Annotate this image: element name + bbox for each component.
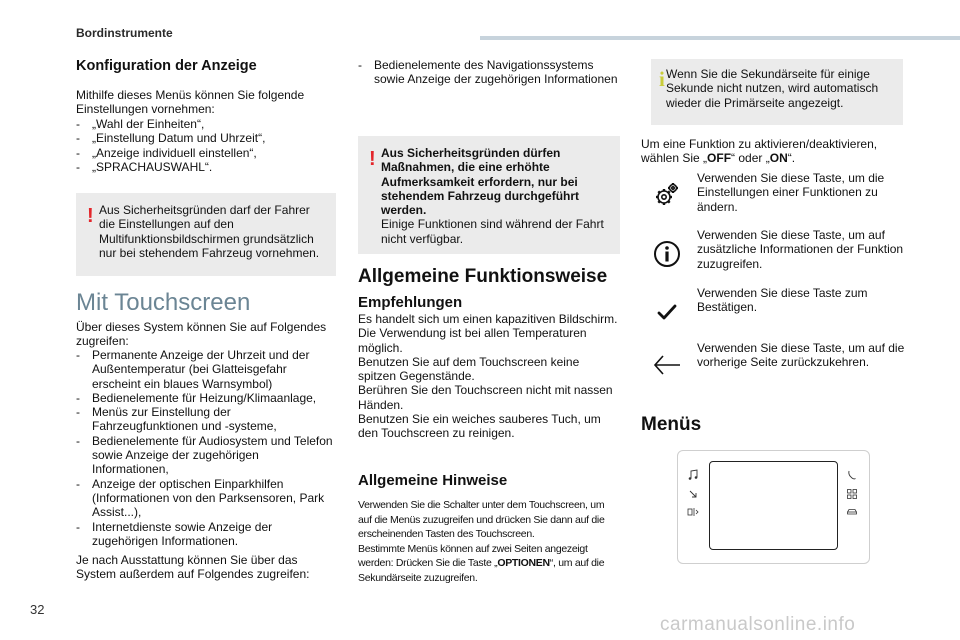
page-number: 32 [30, 602, 45, 617]
climate-icon [687, 506, 699, 518]
config-intro: Mithilfe dieses Menüs können Sie folgende Einstellungen vornehmen: [76, 88, 305, 117]
rec-line: Es handelt sich um einen kapazitiven Bildschirm. [358, 312, 618, 326]
list-item: - „Wahl der Einheiten“, [76, 117, 338, 131]
config-heading: Konfiguration der Anzeige [76, 58, 257, 74]
hints-line: Verwenden Sie die Schalter unter dem Touchscreen, um auf die Menüs zuzugreifen und drücken Sie dann auf die erscheinenden Tasten des Touchscreen. [358, 499, 605, 541]
touch-feature-list [76, 348, 338, 548]
back-arrow-icon [641, 347, 693, 383]
warning-exclamation-icon: ! [369, 148, 376, 170]
menus-heading: Menüs [641, 414, 702, 435]
car-icon [846, 506, 858, 518]
list-item: - Anzeige der optischen Einparkhilfen (Informationen von den Parksensoren, Park Assist...), [76, 477, 338, 520]
list-item: - „SPRACHAUSWAHL“. [76, 160, 338, 174]
recommendations-text [358, 312, 620, 441]
rec-line: Die Verwendung ist bei allen Temperaturen möglich. [358, 326, 587, 355]
info-icon-text: Verwenden Sie diese Taste, um auf zusätzliche Informationen der Funktion zuzugreifen. [697, 228, 904, 271]
settings-gear-icon [641, 177, 693, 213]
general-hints-text [358, 498, 618, 586]
warning-bold-text: Aus Sicherheitsgründen dürfen Maßnahmen, die eine erhöhte Aufmerksamkeit erfordern, nur bei stehendem Fahrzeug durchgeführt werden. [381, 146, 580, 218]
list-item: - Menüs zur Einstellung der Fahrzeugfunktionen und -systeme, [76, 405, 338, 434]
navigation-arrow-icon [687, 488, 699, 500]
info-box [651, 59, 903, 125]
general-hints-heading: Allgemeine Hinweise [358, 472, 508, 489]
safety-warning-box [76, 193, 336, 276]
touchscreen-illustration [677, 450, 870, 564]
safety-warning-box-2 [358, 136, 620, 254]
off-label: OFF [707, 151, 732, 166]
general-heading: Allgemeine Funktionsweise [358, 266, 608, 287]
list-item: - Bedienelemente für Audiosystem und Telefon sowie Anzeige der zugehörigen Informationen, [76, 434, 338, 477]
info-icon [641, 236, 693, 272]
list-item: - „Einstellung Datum und Uhrzeit“, [76, 131, 338, 145]
navigation-list [358, 58, 620, 87]
back-icon-text: Verwenden Sie diese Taste, um auf die vorherige Seite zurückzukehren. [697, 341, 905, 370]
rec-line: Benutzen Sie auf dem Touchscreen keine spitzen Gegenstände. [358, 354, 580, 384]
section-header-title: Bordinstrumente [76, 26, 173, 40]
rec-line: Berühren Sie den Touchscreen nicht mit nassen Händen. [358, 383, 613, 412]
list-item: - Bedienelemente des Navigationssystems sowie Anzeige der zugehörigen Informationen [358, 58, 620, 87]
activate-text: Um eine Funktion zu aktivieren/deaktivieren, wählen Sie „OFF“ oder „ON“. [641, 137, 878, 166]
info-text: Wenn Sie die Sekundärseite für einige Sekunde nicht nutzen, wird automatisch wieder die Primärseite angezeigt. [666, 67, 879, 110]
warning-exclamation-icon: ! [87, 205, 94, 227]
on-label: ON [769, 151, 788, 166]
apps-grid-icon [846, 488, 858, 500]
header-rule [480, 36, 960, 40]
warning-normal-text: Einige Funktionen sind während der Fahrt nicht verfügbar. [381, 217, 604, 246]
list-item: - Internetdienste sowie Anzeige der zugehörigen Informationen. [76, 520, 338, 549]
safety-warning-text: Aus Sicherheitsgründen darf der Fahrer die Einstellungen auf den Multifunktionsbildschirmen grundsätzlich nur bei stehendem Fahrzeug vornehmen. [99, 203, 320, 260]
watermark: carmanualsonline.info [660, 614, 856, 635]
check-icon [641, 294, 693, 330]
touch-outro: Je nach Ausstattung können Sie über das System außerdem auf Folgendes zugreifen: [76, 553, 310, 582]
rec-line: Benutzen Sie ein weiches sauberes Tuch, um den Touchscreen zu reinigen. [358, 412, 601, 441]
settings-icon-text: Verwenden Sie diese Taste, um die Einstellungen einer Funktionen zu ändern. [697, 171, 885, 214]
options-label: OPTIONEN [497, 557, 550, 570]
list-item: - „Anzeige individuell einstellen“, [76, 146, 338, 160]
hints-line: Bestimmte Menüs können auf zwei Seiten angezeigt werden: Drücken Sie die Taste „OPTIONEN“, um auf die Sekundärseite zuzugreifen. [358, 542, 605, 584]
safety-warning-text-2 [381, 146, 610, 246]
touchscreen-heading: Mit Touchscreen [76, 289, 251, 316]
touch-intro: Über dieses System können Sie auf Folgendes zugreifen: [76, 320, 327, 349]
list-item: - Permanente Anzeige der Uhrzeit und der Außentemperatur (bei Glatteisgefahr erscheint ein blaues Warnsymbol) [76, 348, 338, 391]
config-list [76, 117, 338, 174]
music-note-icon [687, 469, 699, 481]
list-item: - Bedienelemente für Heizung/Klimaanlage, [76, 391, 338, 405]
phone-icon [846, 469, 858, 481]
touchscreen-display [709, 461, 838, 550]
recommendations-heading: Empfehlungen [358, 294, 463, 311]
info-i-icon: i [659, 67, 665, 91]
check-icon-text: Verwenden Sie diese Taste zum Bestätigen. [697, 286, 868, 315]
